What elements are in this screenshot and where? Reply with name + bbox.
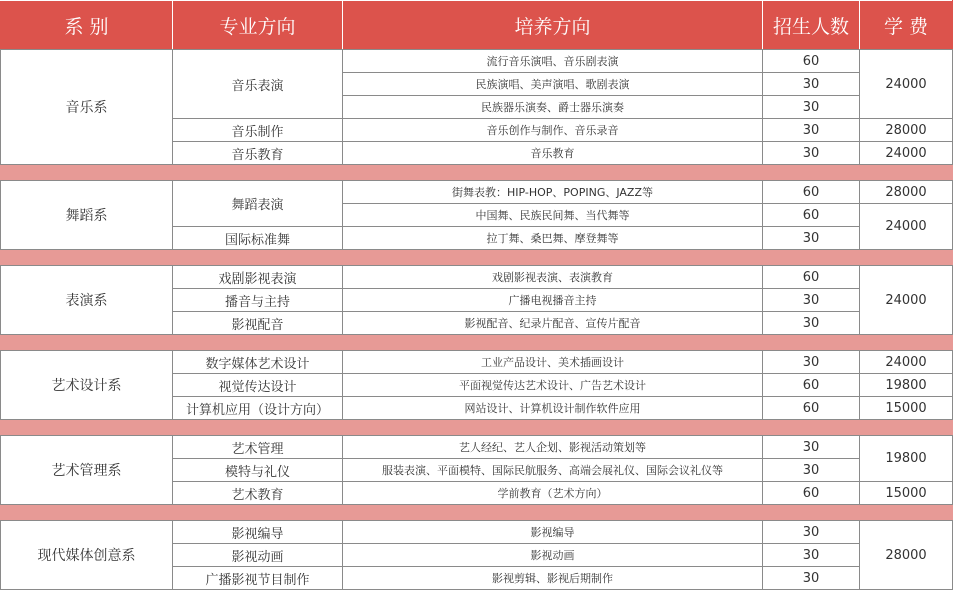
major-name: 数字媒体艺术设计 [173,351,343,374]
enrollment-count: 30 [763,312,860,335]
header-major: 专业方向 [173,1,343,50]
table-row [1,181,953,204]
major-name: 音乐教育 [173,142,343,165]
enrollment-count: 60 [763,397,860,420]
tuition-fee: 28000 [860,181,953,204]
tuition-fee: 24000 [860,266,953,335]
table-row [1,436,953,459]
header-department: 系 别 [1,1,173,50]
enrollment-count: 30 [763,227,860,250]
enrollment-count: 30 [763,96,860,119]
header-enrollment: 招生人数 [763,1,860,50]
enrollment-count: 60 [763,204,860,227]
table-row [1,351,953,374]
major-name: 国际标准舞 [173,227,343,250]
direction-text: 音乐教育 [343,142,763,165]
section-divider [1,250,953,266]
enrollment-count: 30 [763,436,860,459]
major-name: 音乐表演 [173,50,343,119]
enrollment-count: 60 [763,50,860,73]
section-divider [1,165,953,181]
direction-text: 影视剪辑、影视后期制作 [343,567,763,590]
major-name: 艺术管理 [173,436,343,459]
direction-text: 民族器乐演奏、爵士器乐演奏 [343,96,763,119]
direction-text: 平面视觉传达艺术设计、广告艺术设计 [343,374,763,397]
section-divider [1,505,953,521]
direction-text: 音乐创作与制作、音乐录音 [343,119,763,142]
enrollment-count: 60 [763,374,860,397]
major-name: 播音与主持 [173,289,343,312]
direction-text: 广播电视播音主持 [343,289,763,312]
direction-text: 拉丁舞、桑巴舞、摩登舞等 [343,227,763,250]
tuition-fee: 28000 [860,119,953,142]
enrollment-count: 30 [763,521,860,544]
tuition-fee: 19800 [860,436,953,482]
enrollment-count: 30 [763,142,860,165]
section-divider [1,335,953,351]
enrollment-count: 60 [763,266,860,289]
table-row [1,266,953,289]
department-name: 现代媒体创意系 [1,521,173,590]
header-row [1,1,953,50]
major-name: 广播影视节目制作 [173,567,343,590]
table-row [1,50,953,73]
major-name: 影视配音 [173,312,343,335]
direction-text: 艺人经纪、艺人企划、影视活动策划等 [343,436,763,459]
tuition-fee: 15000 [860,482,953,505]
enrollment-count: 60 [763,181,860,204]
major-name: 影视编导 [173,521,343,544]
header-tuition: 学 费 [860,1,953,50]
enrollment-count: 30 [763,567,860,590]
direction-text: 街舞表教：HIP-HOP、POPING、JAZZ等 [343,181,763,204]
enrollment-count: 30 [763,544,860,567]
department-name: 舞蹈系 [1,181,173,250]
department-name: 艺术设计系 [1,351,173,420]
section-divider [1,420,953,436]
direction-text: 工业产品设计、美术插画设计 [343,351,763,374]
enrollment-count: 30 [763,119,860,142]
tuition-fee: 15000 [860,397,953,420]
major-name: 视觉传达设计 [173,374,343,397]
tuition-fee: 28000 [860,521,953,590]
major-name: 模特与礼仪 [173,459,343,482]
enrollment-count: 60 [763,482,860,505]
table-row [1,521,953,544]
tuition-fee: 24000 [860,50,953,119]
enrollment-count: 30 [763,351,860,374]
department-name: 表演系 [1,266,173,335]
direction-text: 网站设计、计算机设计制作软件应用 [343,397,763,420]
direction-text: 影视配音、纪录片配音、宣传片配音 [343,312,763,335]
major-name: 戏剧影视表演 [173,266,343,289]
major-name: 舞蹈表演 [173,181,343,227]
department-name: 音乐系 [1,50,173,165]
direction-text: 服装表演、平面模特、国际民航服务、高端会展礼仪、国际会议礼仪等 [343,459,763,482]
major-name: 计算机应用（设计方向） [173,397,343,420]
major-name: 影视动画 [173,544,343,567]
header-direction: 培养方向 [343,1,763,50]
enrollment-count: 30 [763,289,860,312]
tuition-fee: 19800 [860,374,953,397]
tuition-fee: 24000 [860,351,953,374]
direction-text: 学前教育（艺术方向） [343,482,763,505]
tuition-fee: 24000 [860,204,953,250]
enrollment-count: 30 [763,73,860,96]
direction-text: 民族演唱、美声演唱、歌剧表演 [343,73,763,96]
direction-text: 流行音乐演唱、音乐剧表演 [343,50,763,73]
direction-text: 戏剧影视表演、表演教育 [343,266,763,289]
tuition-fee: 24000 [860,142,953,165]
major-name: 音乐制作 [173,119,343,142]
enrollment-count: 30 [763,459,860,482]
direction-text: 影视编导 [343,521,763,544]
major-name: 艺术教育 [173,482,343,505]
department-name: 艺术管理系 [1,436,173,505]
direction-text: 影视动画 [343,544,763,567]
direction-text: 中国舞、民族民间舞、当代舞等 [343,204,763,227]
